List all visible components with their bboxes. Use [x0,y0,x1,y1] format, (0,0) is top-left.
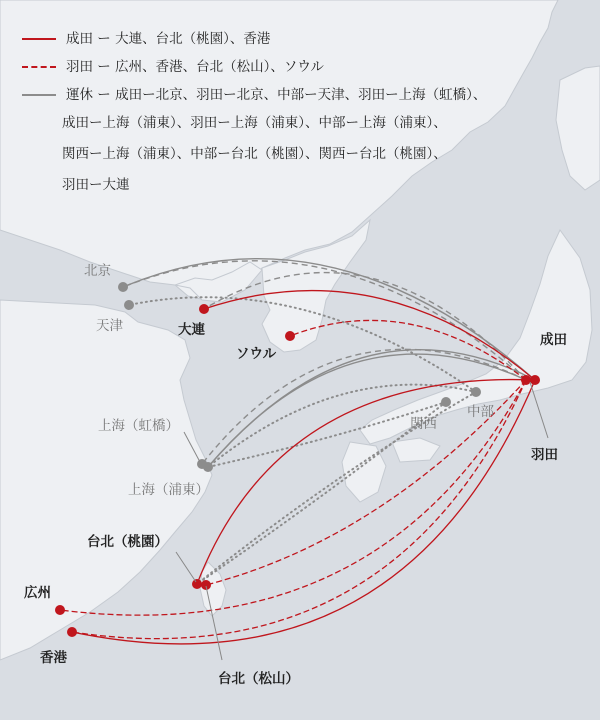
label-beijing: 北京 [84,263,111,279]
label-shanghai-pudong: 上海（浦東） [128,482,209,498]
route-narita-dalian [204,291,535,380]
legend-text-suspended-4: 羽田ー大連 [62,177,130,193]
legend-dashed-red-line [22,66,56,68]
legend-row-suspended [22,86,582,114]
marker-chubu [471,387,481,397]
label-seoul: ソウル [236,346,277,362]
label-haneda: 羽田 [531,447,558,463]
china-coast-south [0,300,212,660]
leader-lines [176,382,548,660]
legend [22,30,582,207]
marker-narita [530,375,540,385]
route-haneda-dalian [204,273,526,380]
marker-taipei-songshan [201,580,211,590]
legend-text-narita: 成田 ー 大連、台北（桃園）、香港 [66,31,271,47]
legend-row-suspended-3 [22,145,582,176]
marker-beijing [118,282,128,292]
label-hongkong: 香港 [40,650,67,666]
legend-row-narita [22,30,582,58]
label-tianjin: 天津 [96,318,123,334]
label-shanghai-hongqiao: 上海（虹橋） [98,418,179,434]
label-guangzhou: 広州 [24,585,51,601]
marker-taipei-taoyuan [192,579,202,589]
japan-shikoku [392,438,440,462]
legend-row-haneda [22,58,582,86]
marker-guangzhou [55,605,65,615]
marker-hongkong [67,627,77,637]
marker-tianjin [124,300,134,310]
legend-text-suspended-1: 運休 ー 成田ー北京、羽田ー北京、中部ー天津、羽田ー上海（虹橋）、 [66,87,487,103]
label-taipei-songshan: 台北（松山） [218,671,299,687]
legend-text-haneda: 羽田 ー 広州、香港、台北（松山）、ソウル [66,59,324,75]
marker-kansai [441,397,451,407]
label-dalian: 大連 [178,322,205,338]
label-chubu: 中部 [467,404,494,420]
route-kansai-taipei-taoyuan [197,402,446,584]
label-kansai: 関西 [410,416,437,432]
leader-taipei-taoyuan [176,552,196,582]
legend-text-suspended-2: 成田ー上海（浦東）、羽田ー上海（浦東）、中部ー上海（浦東）、 [62,115,447,131]
marker-haneda [521,375,531,385]
legend-solid-red-line [22,38,56,40]
marker-shanghai-pudong [203,462,213,472]
label-taipei-taoyuan: 台北（桃園） [87,534,168,550]
legend-row-suspended-4 [22,176,582,207]
legend-text-suspended-3: 関西ー上海（浦東）、中部ー台北（桃園）、関西ー台北（桃園）、 [62,146,447,162]
marker-seoul [285,331,295,341]
legend-gray-line [22,94,56,96]
legend-row-suspended-2 [22,114,582,145]
label-narita: 成田 [540,332,567,348]
marker-dalian [199,304,209,314]
